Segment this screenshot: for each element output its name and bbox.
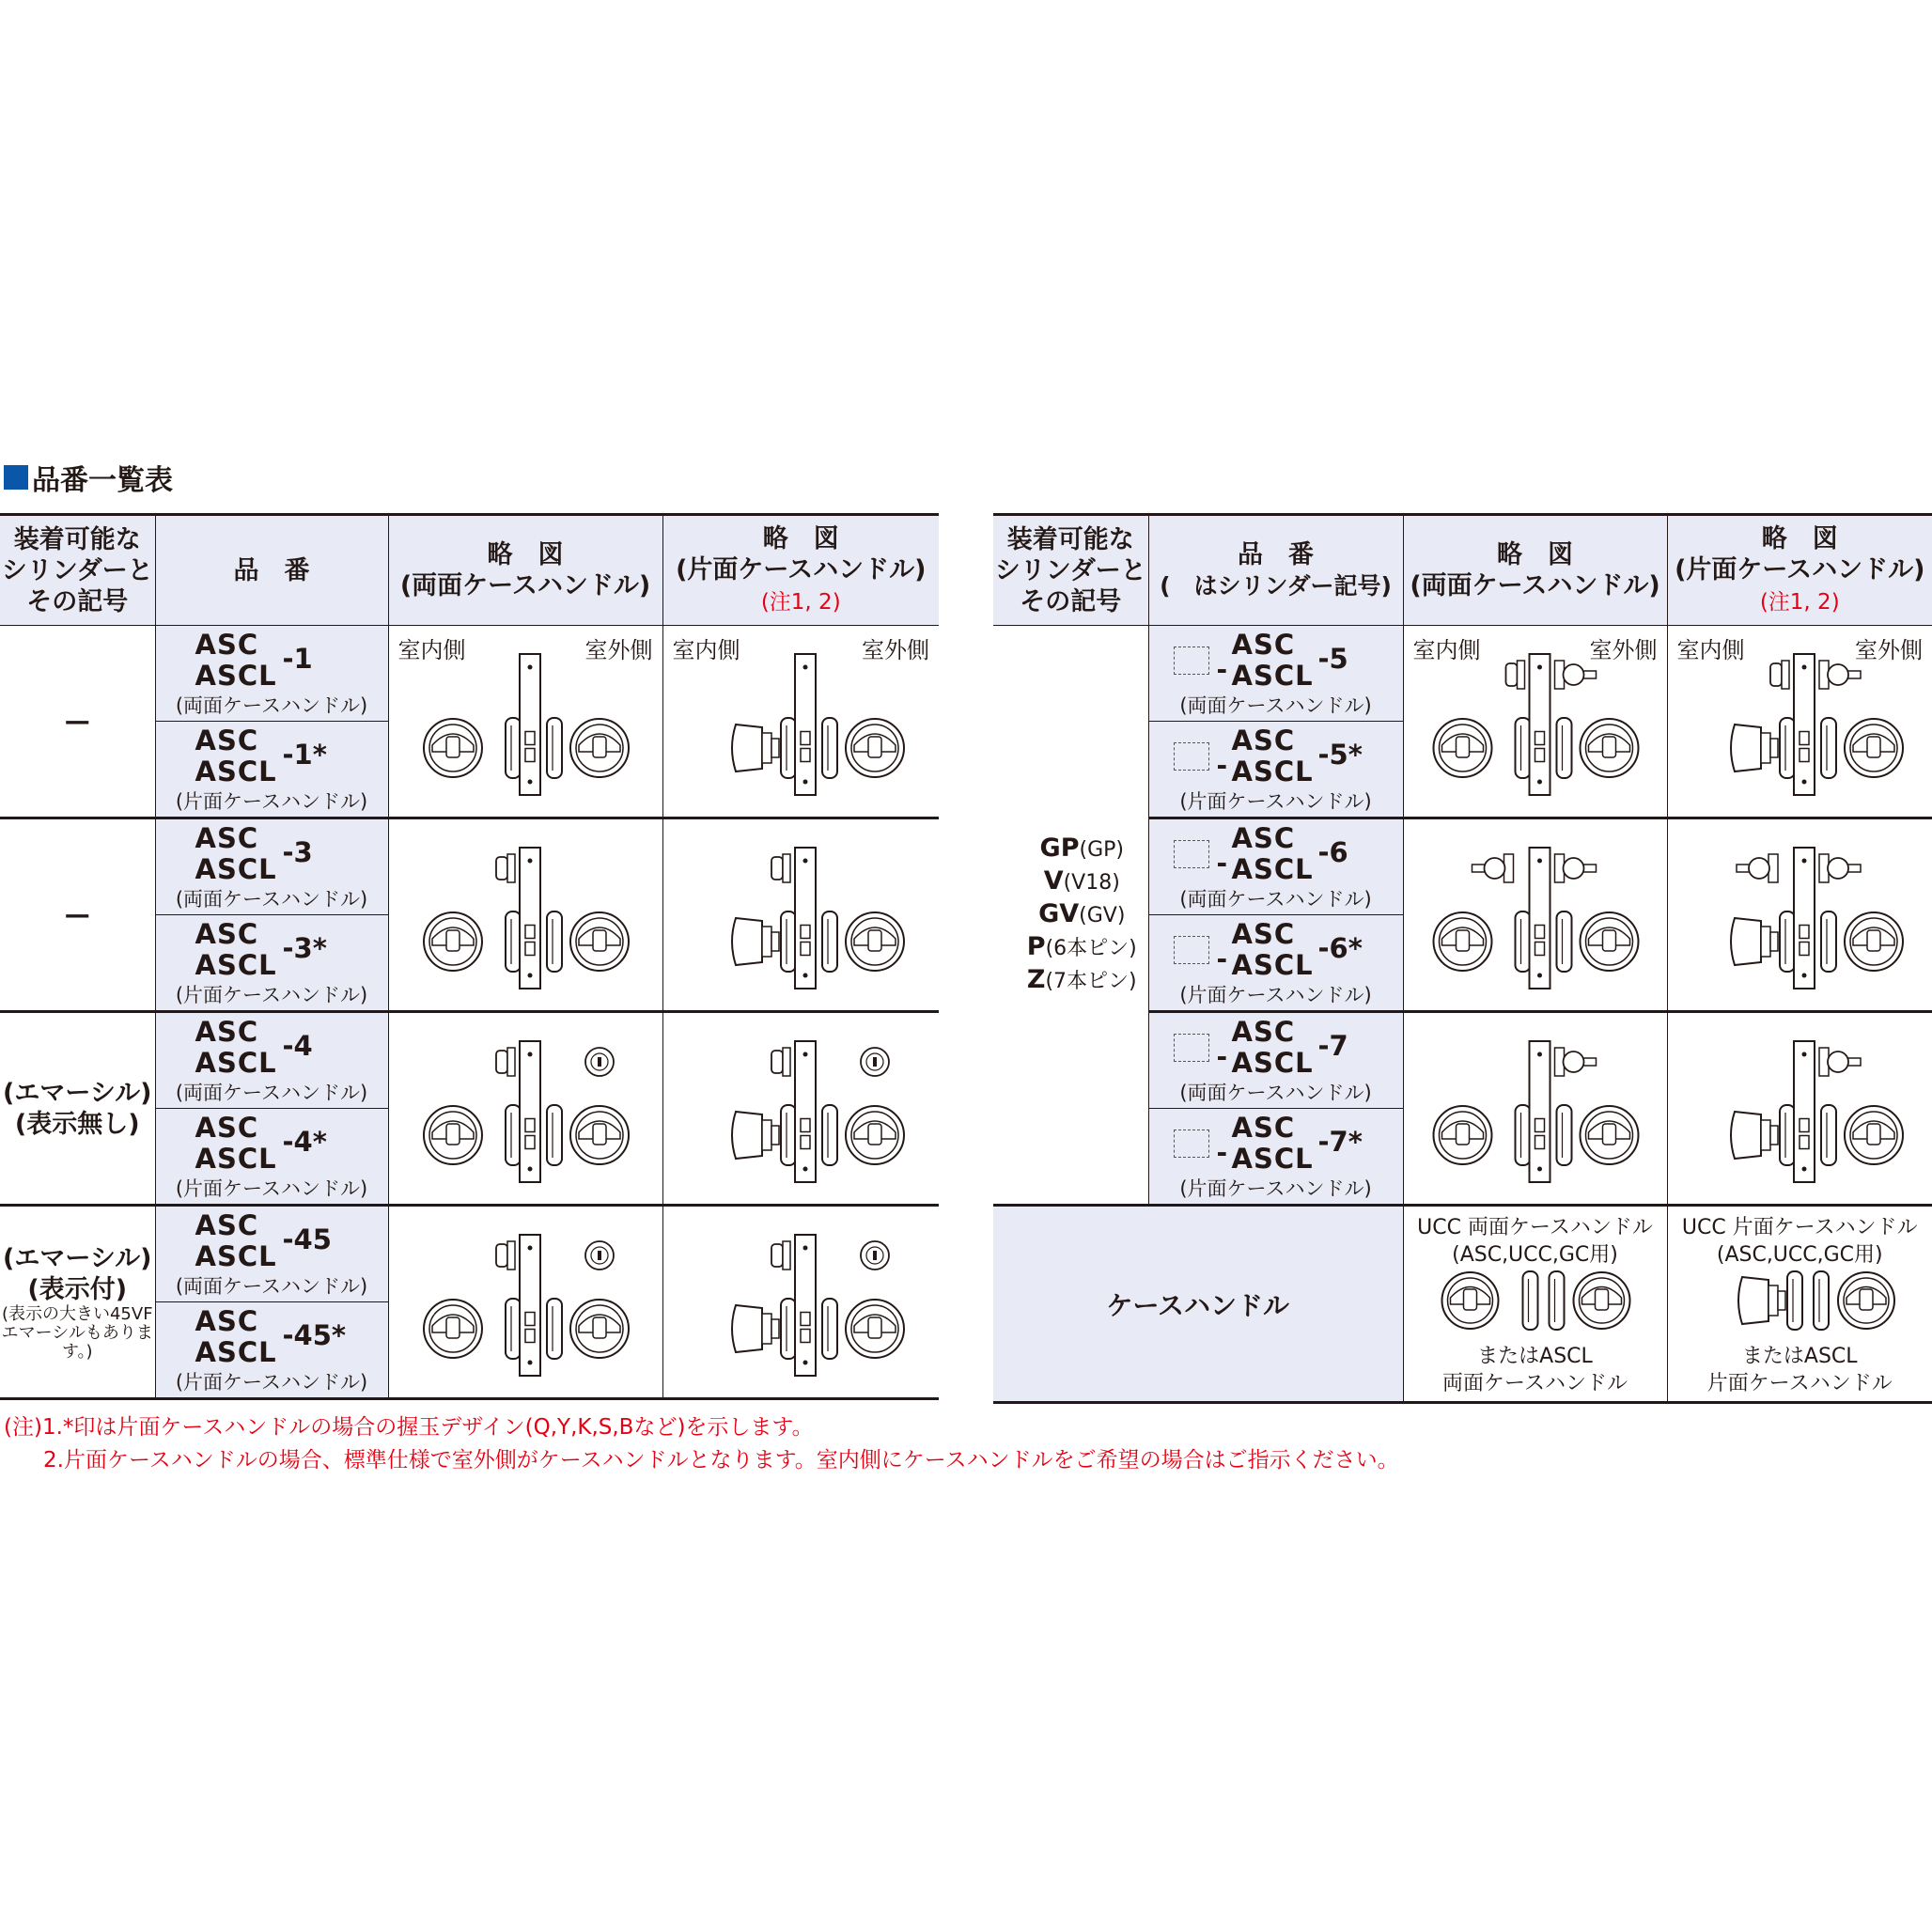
section-title bbox=[4, 457, 173, 498]
model-asc: ASC bbox=[195, 724, 259, 756]
case-both-cell bbox=[1403, 1206, 1667, 1403]
lock-body-icon bbox=[520, 1235, 540, 1376]
case-handle-icon bbox=[424, 719, 482, 777]
model-asc: ASC bbox=[1231, 918, 1296, 950]
outside-label: 室外側 bbox=[1855, 637, 1923, 663]
key-cylinder-icon bbox=[1737, 854, 1778, 882]
model-ascl: ASCL bbox=[195, 1143, 277, 1175]
inside-label: 室内側 bbox=[1676, 637, 1745, 663]
model-dash: - bbox=[1216, 654, 1228, 685]
header-diagram-single bbox=[662, 515, 939, 626]
escutcheon-icon bbox=[822, 1299, 837, 1359]
model-names bbox=[195, 630, 277, 692]
title-text: 品番一覧表 bbox=[32, 464, 173, 497]
escutcheon-icon bbox=[1780, 1105, 1795, 1165]
model-dash: - bbox=[1216, 1041, 1228, 1072]
model-suffix: -7 bbox=[1317, 1030, 1348, 1062]
model-asc: ASC bbox=[1231, 1016, 1296, 1048]
model-suffix: -45* bbox=[282, 1319, 347, 1351]
diagram-single-cell bbox=[662, 1012, 939, 1206]
escutcheon-icon bbox=[547, 1105, 562, 1165]
model-cell bbox=[155, 915, 388, 1012]
escutcheon-icon bbox=[781, 911, 796, 972]
header-note: (注1, 2) bbox=[760, 589, 841, 615]
header-cylinder bbox=[993, 515, 1148, 626]
model-cell bbox=[155, 1302, 388, 1399]
cylinder-code-placeholder bbox=[1174, 742, 1209, 771]
case-handle-icon bbox=[846, 719, 904, 777]
model-asc: ASC bbox=[195, 629, 259, 661]
case-single-top: UCC 片面ケースハンドル (ASC,UCC,GC用) bbox=[1681, 1216, 1918, 1267]
case-handle-icon bbox=[570, 1300, 629, 1358]
table-row bbox=[0, 818, 939, 915]
model-description: (片面ケースハンドル) bbox=[1179, 790, 1372, 813]
escutcheon-icon bbox=[1556, 1105, 1571, 1165]
escutcheon-icon bbox=[506, 1299, 521, 1359]
model-asc: ASC bbox=[195, 1209, 259, 1241]
thumbturn-icon bbox=[771, 1241, 790, 1270]
model-ascl: ASCL bbox=[195, 949, 277, 981]
cylinder-code-placeholder bbox=[1174, 647, 1209, 675]
diagram-both-cell bbox=[388, 1012, 662, 1206]
case-handle-icon bbox=[1433, 912, 1491, 971]
model-description: (両面ケースハンドル) bbox=[175, 1082, 368, 1104]
model-dash: - bbox=[1216, 943, 1228, 974]
table-row bbox=[0, 1012, 939, 1109]
lock-body-icon bbox=[795, 1235, 816, 1376]
cylinder-cell bbox=[0, 1012, 155, 1206]
escutcheon-icon bbox=[1787, 1271, 1802, 1330]
diagram-single-cell bbox=[1667, 1012, 1932, 1206]
diagram-single-cell bbox=[1667, 626, 1932, 818]
cylinder-text: (エマーシル) (表示無し) bbox=[3, 1078, 152, 1139]
left-product-table bbox=[0, 513, 939, 1400]
model-description: (片面ケースハンドル) bbox=[175, 790, 368, 813]
model-asc: ASC bbox=[1231, 629, 1296, 661]
model-ascl: ASCL bbox=[1231, 949, 1314, 981]
indicator-icon bbox=[585, 1048, 614, 1076]
model-suffix: -1 bbox=[282, 643, 313, 675]
model-ascl: ASCL bbox=[195, 660, 277, 692]
model-cell bbox=[1148, 915, 1403, 1012]
model-ascl: ASCL bbox=[195, 1336, 277, 1368]
right-product-table bbox=[993, 513, 1932, 1404]
diagram-single-cell bbox=[1667, 818, 1932, 1012]
model-asc: ASC bbox=[1231, 724, 1296, 756]
case-handle-icon bbox=[424, 1106, 482, 1164]
model-suffix: -3* bbox=[282, 932, 327, 964]
header-model-sub: ( はシリンダー記号) bbox=[1160, 572, 1392, 600]
cylinder-list-cell bbox=[993, 626, 1148, 1206]
model-names bbox=[195, 823, 277, 885]
cylinder-code-placeholder bbox=[1174, 936, 1209, 964]
model-suffix: -5 bbox=[1317, 643, 1348, 675]
cylinder-item: GP(GP) bbox=[1039, 834, 1124, 863]
escutcheon-icon bbox=[781, 1105, 796, 1165]
diagram-both-cell bbox=[1403, 818, 1667, 1012]
diagram-single-cell bbox=[662, 1206, 939, 1399]
model-cell bbox=[155, 722, 388, 818]
model-asc: ASC bbox=[1231, 1112, 1296, 1144]
model-description: (両面ケースハンドル) bbox=[175, 1275, 368, 1298]
header-cylinder-text: 装着可能な シリンダーと その記号 bbox=[1, 524, 153, 616]
model-suffix: -6 bbox=[1317, 836, 1348, 868]
model-asc: ASC bbox=[195, 918, 259, 950]
lock-body-icon bbox=[520, 1041, 540, 1182]
model-names bbox=[195, 1113, 277, 1175]
header-diag-single-text: 略 図 (片面ケースハンドル) bbox=[1675, 523, 1925, 584]
key-cylinder-icon bbox=[1554, 854, 1596, 882]
model-dash: - bbox=[1216, 1137, 1228, 1168]
escutcheon-icon bbox=[1814, 1271, 1829, 1330]
header-model-text: 品 番 bbox=[233, 555, 310, 585]
indicator-icon bbox=[861, 1241, 889, 1270]
model-description: (片面ケースハンドル) bbox=[175, 1177, 368, 1200]
model-asc: ASC bbox=[1231, 822, 1296, 854]
diagram-both-cell bbox=[388, 818, 662, 1012]
cylinder-item: P(6本ピン) bbox=[1026, 932, 1137, 961]
model-names bbox=[1232, 823, 1314, 885]
knob-icon bbox=[732, 918, 779, 965]
thumbturn-icon bbox=[771, 854, 790, 882]
model-suffix: -3 bbox=[282, 836, 313, 868]
knob-icon bbox=[732, 1112, 779, 1159]
cylinder-item: GV(GV) bbox=[1038, 899, 1126, 928]
case-single-cell bbox=[1667, 1206, 1932, 1403]
case-handle-icon bbox=[1433, 719, 1491, 777]
model-cell bbox=[155, 1012, 388, 1109]
lock-body-icon bbox=[795, 654, 816, 795]
model-description: (片面ケースハンドル) bbox=[1179, 1177, 1372, 1200]
knob-icon bbox=[732, 1305, 779, 1352]
thumbturn-icon bbox=[1770, 661, 1789, 689]
cylinder-text: — bbox=[64, 707, 90, 736]
knob-icon bbox=[1738, 1277, 1785, 1324]
escutcheon-icon bbox=[1821, 1105, 1836, 1165]
model-cell bbox=[155, 626, 388, 722]
model-ascl: ASCL bbox=[1231, 756, 1314, 787]
model-description: (片面ケースハンドル) bbox=[175, 984, 368, 1006]
thumbturn-icon bbox=[771, 1048, 790, 1076]
diagram-single-cell bbox=[662, 626, 939, 818]
diagram-both-cell bbox=[388, 1206, 662, 1399]
model-cell bbox=[155, 1206, 388, 1302]
footnote-2: 2.片面ケースハンドルの場合、標準仕様で室外側がケースハンドルとなります。室内側にケースハンドルをご希望の場合はご指示ください。 bbox=[43, 1448, 1399, 1472]
escutcheon-icon bbox=[547, 1299, 562, 1359]
case-handle-icon bbox=[570, 912, 629, 971]
model-asc: ASC bbox=[195, 1112, 259, 1144]
case-handle-icon bbox=[570, 1106, 629, 1164]
diagram-both-cell bbox=[388, 626, 662, 818]
model-ascl: ASCL bbox=[1231, 1143, 1314, 1175]
cylinder-text: — bbox=[64, 900, 90, 929]
model-names bbox=[195, 1306, 277, 1368]
escutcheon-icon bbox=[1780, 911, 1795, 972]
model-description: (両面ケースハンドル) bbox=[1179, 1082, 1372, 1104]
key-cylinder-icon bbox=[1819, 661, 1861, 689]
model-suffix: -4* bbox=[282, 1126, 327, 1158]
model-cell bbox=[1148, 1012, 1403, 1109]
key-cylinder-icon bbox=[1554, 661, 1596, 689]
key-cylinder-icon bbox=[1554, 1048, 1596, 1076]
outside-label: 室外側 bbox=[862, 637, 929, 663]
inside-label: 室内側 bbox=[1412, 637, 1481, 663]
thumbturn-icon bbox=[496, 1241, 515, 1270]
escutcheon-icon bbox=[781, 718, 796, 778]
header-diagram-both bbox=[388, 515, 662, 626]
case-handle-icon bbox=[846, 1106, 904, 1164]
header-diag-both-text: 略 図 (両面ケースハンドル) bbox=[399, 540, 651, 600]
knob-icon bbox=[1731, 918, 1778, 965]
thumbturn-icon bbox=[496, 854, 515, 882]
case-handle-label: ケースハンドル bbox=[993, 1206, 1403, 1403]
case-handle-icon bbox=[570, 719, 629, 777]
cylinder-code-placeholder bbox=[1174, 1130, 1209, 1158]
model-names bbox=[1232, 919, 1314, 981]
case-both-top: UCC 両面ケースハンドル (ASC,UCC,GC用) bbox=[1417, 1216, 1653, 1267]
thumbturn-icon bbox=[1505, 661, 1524, 689]
case-handle-icon bbox=[1441, 1272, 1498, 1329]
key-cylinder-icon bbox=[1472, 854, 1513, 882]
outside-label: 室外側 bbox=[1589, 637, 1658, 663]
case-handle-icon bbox=[1580, 719, 1638, 777]
thumbturn-icon bbox=[496, 1048, 515, 1076]
header-cylinder bbox=[0, 515, 155, 626]
table-row bbox=[0, 626, 939, 722]
cylinder-cell bbox=[0, 626, 155, 818]
case-handle-icon bbox=[1573, 1272, 1629, 1329]
diagram-both-cell bbox=[1403, 1012, 1667, 1206]
header-diagram-single bbox=[1667, 515, 1932, 626]
model-description: (両面ケースハンドル) bbox=[175, 888, 368, 911]
escutcheon-icon bbox=[781, 1299, 796, 1359]
model-cell bbox=[1148, 626, 1403, 722]
model-names bbox=[1232, 1113, 1314, 1175]
cylinder-name: (7本ピン) bbox=[1045, 970, 1137, 993]
escutcheon-icon bbox=[547, 911, 562, 972]
cylinder-name: (V18) bbox=[1063, 871, 1120, 895]
indicator-icon bbox=[585, 1241, 614, 1270]
case-handle-icon bbox=[424, 912, 482, 971]
model-names bbox=[195, 919, 277, 981]
model-ascl: ASCL bbox=[195, 853, 277, 885]
cylinder-item: V(V18) bbox=[1043, 866, 1120, 896]
case-handle-row bbox=[993, 1206, 1932, 1403]
model-ascl: ASCL bbox=[195, 1240, 277, 1272]
escutcheon-icon bbox=[547, 718, 562, 778]
escutcheon-icon bbox=[1556, 911, 1571, 972]
model-names bbox=[195, 1017, 277, 1079]
model-suffix: -45 bbox=[282, 1223, 332, 1255]
cylinder-code-placeholder bbox=[1174, 840, 1209, 868]
model-ascl: ASCL bbox=[195, 756, 277, 787]
model-description: (両面ケースハンドル) bbox=[1179, 694, 1372, 717]
escutcheon-icon bbox=[1780, 718, 1795, 778]
escutcheon-icon bbox=[1515, 718, 1530, 778]
escutcheon-icon bbox=[506, 911, 521, 972]
model-ascl: ASCL bbox=[1231, 853, 1314, 885]
lock-body-icon bbox=[520, 654, 540, 795]
model-dash: - bbox=[1216, 750, 1228, 781]
escutcheon-icon bbox=[1821, 911, 1836, 972]
model-names bbox=[195, 1210, 277, 1272]
key-cylinder-icon bbox=[1819, 854, 1861, 882]
model-cell bbox=[1148, 818, 1403, 915]
square-icon bbox=[4, 465, 28, 490]
cylinder-name: (GP) bbox=[1079, 838, 1124, 862]
cylinder-name: (GV) bbox=[1079, 904, 1126, 927]
key-cylinder-icon bbox=[1819, 1048, 1861, 1076]
model-cell bbox=[155, 1109, 388, 1206]
cylinder-text: (エマーシル) (表示付) bbox=[3, 1243, 152, 1304]
case-handle-icon bbox=[1580, 1106, 1638, 1164]
model-names bbox=[1232, 725, 1314, 787]
header-diag-both-text: 略 図 (両面ケースハンドル) bbox=[1410, 540, 1660, 600]
model-cell bbox=[155, 818, 388, 915]
model-description: (片面ケースハンドル) bbox=[175, 1371, 368, 1394]
escutcheon-icon bbox=[1556, 718, 1571, 778]
lock-body-icon bbox=[1794, 848, 1815, 989]
cylinder-name: (6本ピン) bbox=[1045, 937, 1137, 960]
lock-body-icon bbox=[520, 848, 540, 989]
escutcheon-icon bbox=[822, 911, 837, 972]
indicator-icon bbox=[861, 1048, 889, 1076]
model-suffix: -6* bbox=[1317, 932, 1363, 964]
inside-label: 室内側 bbox=[672, 637, 740, 663]
lock-body-icon bbox=[1794, 1041, 1815, 1182]
case-handle-icon bbox=[1838, 1272, 1894, 1329]
cylinder-cell bbox=[0, 1206, 155, 1399]
cylinder-code-placeholder bbox=[1174, 1034, 1209, 1062]
case-handle-icon bbox=[1433, 1106, 1491, 1164]
header-model bbox=[155, 515, 388, 626]
model-cell bbox=[1148, 1109, 1403, 1206]
model-names bbox=[195, 725, 277, 787]
model-ascl: ASCL bbox=[195, 1047, 277, 1079]
lock-body-icon bbox=[1529, 848, 1550, 989]
model-asc: ASC bbox=[195, 1016, 259, 1048]
escutcheon-icon bbox=[506, 1105, 521, 1165]
model-description: (片面ケースハンドル) bbox=[1179, 984, 1372, 1006]
model-suffix: -7* bbox=[1317, 1126, 1363, 1158]
model-cell bbox=[1148, 722, 1403, 818]
cylinder-cell bbox=[0, 818, 155, 1012]
inside-label: 室内側 bbox=[397, 637, 466, 663]
case-both-bottom: またはASCL 両面ケースハンドル bbox=[1442, 1345, 1628, 1395]
knob-icon bbox=[1731, 724, 1778, 771]
knob-icon bbox=[1731, 1112, 1778, 1159]
footnotes bbox=[4, 1411, 1399, 1477]
lock-body-icon bbox=[1794, 654, 1815, 795]
escutcheon-icon bbox=[1515, 1105, 1530, 1165]
table-row bbox=[0, 1206, 939, 1302]
model-asc: ASC bbox=[195, 1305, 259, 1337]
escutcheon-icon bbox=[1522, 1271, 1537, 1330]
header-cylinder-text: 装着可能な シリンダーと その記号 bbox=[994, 524, 1146, 616]
lock-body-icon bbox=[795, 848, 816, 989]
diagram-both-cell bbox=[1403, 626, 1667, 818]
case-handle-icon bbox=[1845, 912, 1903, 971]
case-handle-icon bbox=[846, 912, 904, 971]
escutcheon-icon bbox=[1549, 1271, 1564, 1330]
model-description: (両面ケースハンドル) bbox=[175, 694, 368, 717]
model-suffix: -1* bbox=[282, 739, 327, 771]
header-model-text: 品 番 bbox=[1238, 540, 1314, 569]
model-ascl: ASCL bbox=[1231, 1047, 1314, 1079]
escutcheon-icon bbox=[506, 718, 521, 778]
case-handle-icon bbox=[1580, 912, 1638, 971]
case-handle-icon bbox=[846, 1300, 904, 1358]
table-row bbox=[993, 626, 1932, 722]
model-suffix: -4 bbox=[282, 1030, 313, 1062]
model-suffix: -5* bbox=[1317, 739, 1363, 771]
model-asc: ASC bbox=[195, 822, 259, 854]
lock-body-icon bbox=[1529, 654, 1550, 795]
lock-body-icon bbox=[1529, 1041, 1550, 1182]
diagram-single-cell bbox=[662, 818, 939, 1012]
cylinder-item: Z(7本ピン) bbox=[1026, 965, 1137, 994]
header-note: (注1, 2) bbox=[1759, 589, 1840, 615]
header-diagram-both bbox=[1403, 515, 1667, 626]
footnote-1: (注)1.*印は片面ケースハンドルの場合の握玉デザイン(Q,Y,K,S,Bなど)を示します。 bbox=[4, 1415, 814, 1440]
model-description: (両面ケースハンドル) bbox=[1179, 888, 1372, 911]
model-dash: - bbox=[1216, 848, 1228, 879]
case-handle-icon bbox=[1845, 719, 1903, 777]
cylinder-note: (表示の大きい45VF エマーシルもあります。) bbox=[1, 1303, 153, 1362]
model-names bbox=[1232, 630, 1314, 692]
escutcheon-icon bbox=[822, 718, 837, 778]
lock-body-icon bbox=[795, 1041, 816, 1182]
case-handle-icon bbox=[1845, 1106, 1903, 1164]
case-handle-icon bbox=[424, 1300, 482, 1358]
model-names bbox=[1232, 1017, 1314, 1079]
header-model bbox=[1148, 515, 1403, 626]
outside-label: 室外側 bbox=[584, 637, 653, 663]
escutcheon-icon bbox=[1515, 911, 1530, 972]
case-single-bottom: またはASCL 片面ケースハンドル bbox=[1706, 1345, 1893, 1395]
escutcheon-icon bbox=[1821, 718, 1836, 778]
escutcheon-icon bbox=[822, 1105, 837, 1165]
header-diag-single-text: 略 図 (片面ケースハンドル) bbox=[676, 523, 927, 584]
model-ascl: ASCL bbox=[1231, 660, 1314, 692]
knob-icon bbox=[732, 724, 779, 771]
